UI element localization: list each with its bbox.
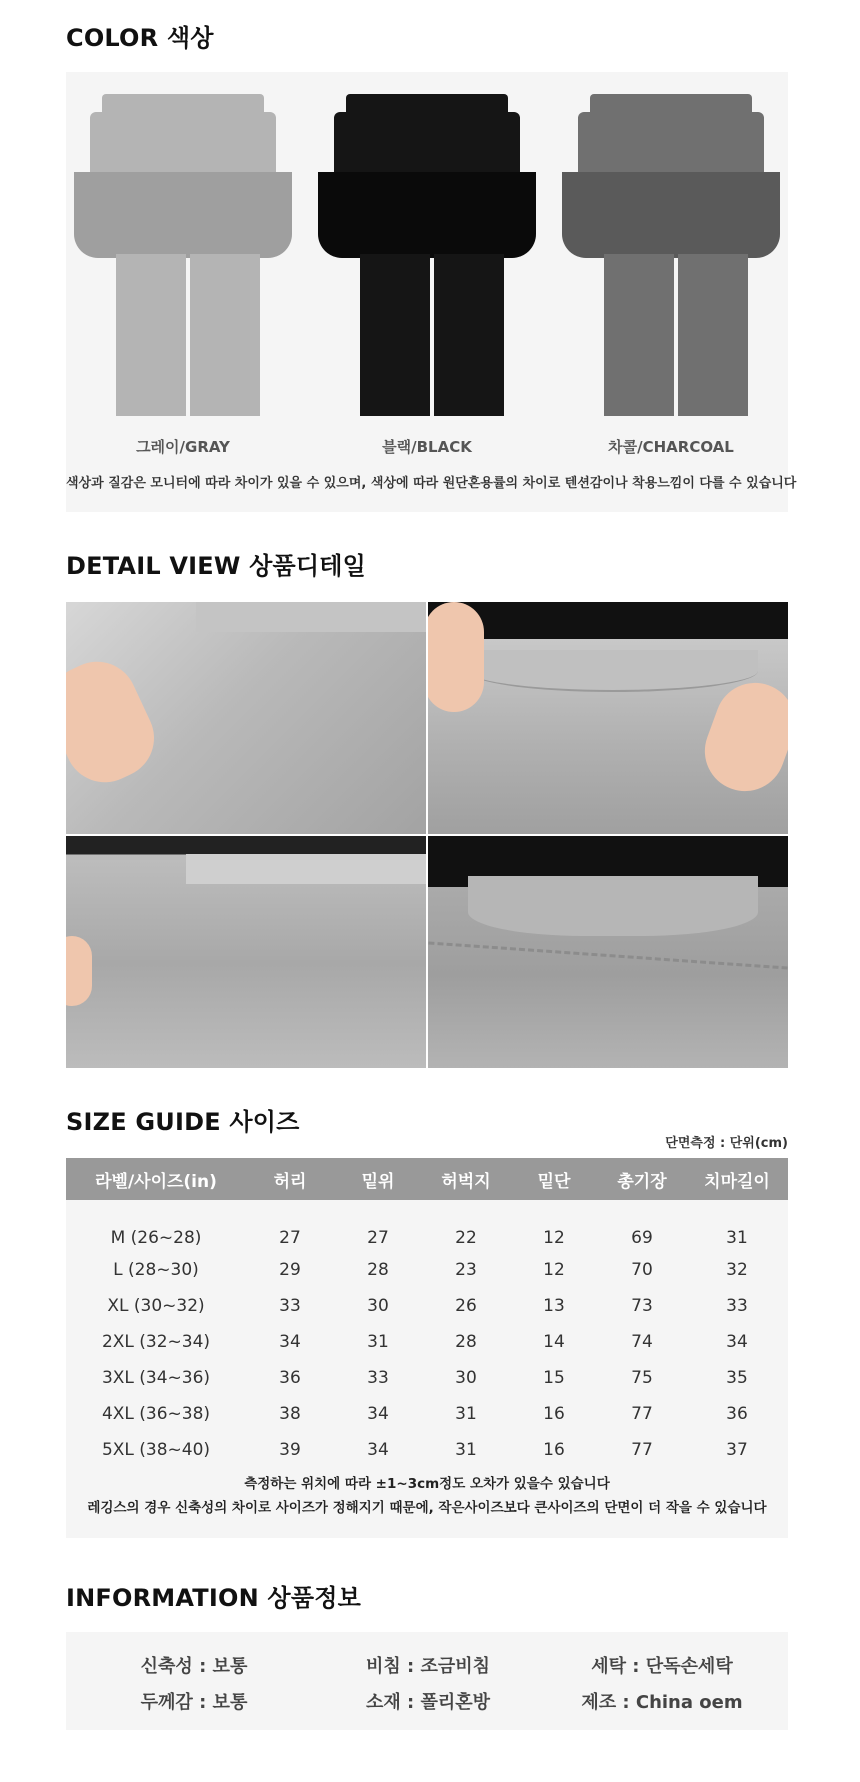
size-cell: 22 — [455, 1228, 477, 1248]
swatch-label-gray: 그레이/GRAY — [136, 438, 230, 456]
table-row — [66, 1252, 788, 1288]
color-disclaimer: 색상과 질감은 모니터에 따라 차이가 있을 수 있으며, 색상에 따라 원단혼용률의 차이로 텐션감이나 착용느낌이 다를 수 있습니다 — [66, 476, 797, 491]
size-cell: 31 — [726, 1228, 748, 1248]
color-swatch-panel — [66, 72, 797, 512]
info-stretch: 신축성 : 보통 — [140, 1656, 248, 1677]
skirt-hem-shape — [196, 602, 426, 632]
table-row — [66, 1200, 788, 1252]
hand-shape — [694, 672, 788, 803]
detail-photo-grid — [66, 602, 788, 1068]
detail-photo-stitching — [428, 836, 788, 1068]
swatch-skirt — [578, 112, 764, 174]
size-cell: 31 — [455, 1404, 477, 1424]
size-cell: 28 — [367, 1260, 389, 1280]
size-cell: 77 — [631, 1440, 653, 1460]
header-total-length: 총기장 — [598, 1158, 686, 1200]
header-waist: 허리 — [246, 1158, 334, 1200]
size-cell: 30 — [367, 1296, 389, 1316]
size-cell: L (28~30) — [113, 1260, 199, 1280]
size-table-header-row — [66, 1158, 788, 1200]
size-cell: 34 — [726, 1332, 748, 1352]
size-cell: 12 — [543, 1228, 565, 1248]
waist-shape — [468, 876, 758, 936]
size-cell: 14 — [543, 1332, 565, 1352]
swatch-gray-image — [68, 94, 298, 416]
size-cell: 75 — [631, 1368, 653, 1388]
waist-shape — [186, 854, 426, 884]
detail-section-title: DETAIL VIEW 상품디테일 — [66, 552, 367, 580]
table-row — [66, 1432, 788, 1468]
swatch-label-charcoal: 차콜/CHARCOAL — [608, 438, 734, 456]
size-cell: 16 — [543, 1404, 565, 1424]
size-cell: 39 — [279, 1440, 301, 1460]
size-cell: 13 — [543, 1296, 565, 1316]
info-washing: 세탁 : 단독손세탁 — [591, 1656, 733, 1677]
size-unit-note: 단면측정 : 단위(cm) — [665, 1136, 788, 1151]
size-table — [66, 1158, 788, 1468]
size-cell: 36 — [726, 1404, 748, 1424]
info-thickness: 두께감 : 보통 — [140, 1692, 248, 1713]
table-row — [66, 1324, 788, 1360]
size-cell: 4XL (36~38) — [101, 1404, 211, 1424]
size-cell: 30 — [455, 1368, 477, 1388]
swatch-leg — [678, 254, 748, 416]
size-cell: 70 — [631, 1260, 653, 1280]
swatch-ruffle — [74, 172, 292, 258]
size-cell: 3XL (34~36) — [101, 1368, 211, 1388]
size-cell: 12 — [543, 1260, 565, 1280]
detail-photo-stretch — [66, 602, 426, 834]
info-panel — [66, 1632, 788, 1730]
size-cell: 37 — [726, 1440, 748, 1460]
size-section-title: SIZE GUIDE 사이즈 — [66, 1108, 300, 1136]
swatch-charcoal-image — [556, 94, 786, 416]
size-cell: 15 — [543, 1368, 565, 1388]
swatch-leg — [190, 254, 260, 416]
swatch-skirt — [90, 112, 276, 174]
size-note-tolerance: 측정하는 위치에 따라 ±1~3cm정도 오차가 있을수 있습니다 — [244, 1476, 610, 1492]
size-cell: 34 — [367, 1440, 389, 1460]
size-cell: 23 — [455, 1260, 477, 1280]
size-cell: 28 — [455, 1332, 477, 1352]
waistband-shape — [468, 650, 758, 692]
size-cell: M (26~28) — [110, 1228, 202, 1248]
size-guide-panel — [66, 1158, 788, 1538]
size-note-stretch: 레깅스의 경우 신축성의 차이로 사이즈가 정해지기 때문에, 작은사이즈보다 큰사이즈의 단면이 더 작을 수 있습니다 — [87, 1500, 767, 1516]
size-cell: 32 — [726, 1260, 748, 1280]
swatch-label-black: 블랙/BLACK — [382, 438, 472, 456]
header-label-size: 라벨/사이즈(in) — [66, 1158, 246, 1200]
swatch-skirt — [334, 112, 520, 174]
size-cell: 16 — [543, 1440, 565, 1460]
detail-photo-waistband — [428, 602, 788, 834]
detail-photo-ruffle — [66, 836, 426, 1068]
size-cell: 27 — [367, 1228, 389, 1248]
size-cell: 31 — [455, 1440, 477, 1460]
color-section-title: COLOR 색상 — [66, 24, 214, 52]
table-row — [66, 1360, 788, 1396]
swatch-leg — [604, 254, 674, 416]
header-hem: 밑단 — [510, 1158, 598, 1200]
size-cell: 5XL (38~40) — [101, 1440, 211, 1460]
info-sheerness: 비침 : 조금비침 — [365, 1656, 491, 1677]
swatch-black-image — [312, 94, 542, 416]
size-cell: 33 — [279, 1296, 301, 1316]
hand-shape — [66, 649, 167, 796]
size-cell: 69 — [631, 1228, 653, 1248]
table-row — [66, 1288, 788, 1324]
size-cell: 31 — [367, 1332, 389, 1352]
size-cell: 34 — [367, 1404, 389, 1424]
size-cell: 73 — [631, 1296, 653, 1316]
size-cell: 29 — [279, 1260, 301, 1280]
size-cell: XL (30~32) — [107, 1296, 205, 1316]
swatch-ruffle — [318, 172, 536, 258]
swatch-ruffle — [562, 172, 780, 258]
size-cell: 27 — [279, 1228, 301, 1248]
size-cell: 2XL (32~34) — [101, 1332, 211, 1352]
swatch-leg — [360, 254, 430, 416]
size-cell: 34 — [279, 1332, 301, 1352]
size-cell: 35 — [726, 1368, 748, 1388]
size-cell: 33 — [726, 1296, 748, 1316]
info-section-title: INFORMATION 상품정보 — [66, 1584, 361, 1612]
size-cell: 33 — [367, 1368, 389, 1388]
size-cell: 26 — [455, 1296, 477, 1316]
header-rise: 밑위 — [334, 1158, 422, 1200]
header-skirt-length: 치마길이 — [686, 1158, 788, 1200]
hand-shape — [66, 936, 92, 1006]
size-cell: 36 — [279, 1368, 301, 1388]
hand-shape — [428, 602, 484, 712]
swatch-leg — [116, 254, 186, 416]
size-cell: 74 — [631, 1332, 653, 1352]
header-thigh: 허벅지 — [422, 1158, 510, 1200]
size-cell: 77 — [631, 1404, 653, 1424]
hem-stitch-shape — [428, 941, 787, 969]
swatch-leg — [434, 254, 504, 416]
table-row — [66, 1396, 788, 1432]
info-origin: 제조 : China oem — [581, 1692, 743, 1713]
info-material: 소재 : 폴리혼방 — [365, 1692, 491, 1713]
size-cell: 38 — [279, 1404, 301, 1424]
